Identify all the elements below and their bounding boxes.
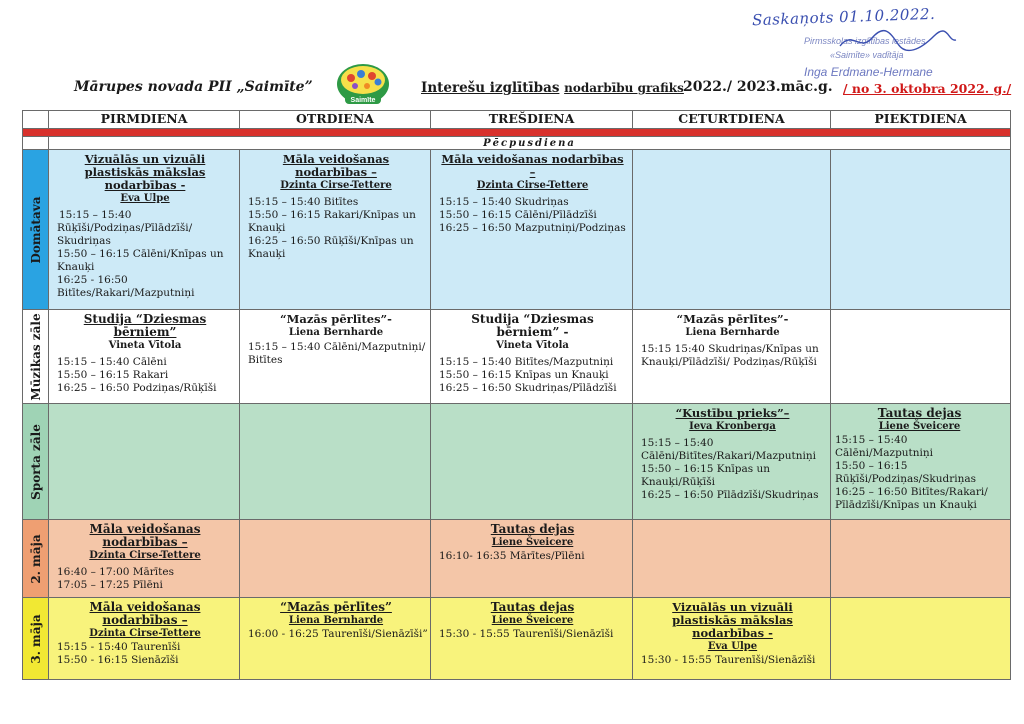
session-list	[439, 196, 626, 235]
room-2-maja	[23, 520, 49, 598]
session-line: 16:25 – 16:50 Rūķīši/Knīpas un	[248, 235, 414, 247]
session-line: 15:15 – 15:40 Cālēni	[57, 356, 167, 368]
activity-name: Māla veidošanas nodarbības –	[282, 152, 390, 179]
session-line: 15:15 – 15:40	[835, 434, 908, 446]
teacher-name: Eva Ulpe	[120, 193, 170, 204]
teacher-name: Liena Bernharde	[288, 327, 384, 338]
cell-sporta-fri	[831, 404, 1011, 520]
activity-name: Māla veidošanas nodarbības –	[441, 152, 624, 179]
cell-muzikas-wed	[431, 310, 633, 404]
session-line: 15:50 – 16:15 Cālēni/Pīlādzīši	[439, 209, 597, 221]
session-line: 15:15 – 15:40	[641, 437, 714, 449]
cell-maja2-thu	[633, 520, 831, 598]
title-main: Interešu izglītības	[421, 80, 560, 96]
room-label: Domātava	[28, 196, 43, 263]
room-domatava	[23, 150, 49, 310]
approver-name: Inga Erdmane-Hermane	[804, 65, 933, 79]
session-line: 16:25 – 16:50 Podziņas/Rūķīši	[57, 382, 217, 394]
activity-name: Vizuālās un vizuāli plastiskās mākslas nodarbības -	[84, 152, 206, 192]
cell-muzikas-thu	[633, 310, 831, 404]
session-line: 15:50 – 16:15 Knīpas un Knauķi	[439, 369, 609, 381]
cell-domatava-tue	[240, 150, 431, 310]
session-line: Knauķi	[248, 222, 286, 234]
session-list	[57, 356, 233, 395]
session-line: Bitītes	[248, 354, 283, 366]
session-list	[248, 196, 424, 261]
afternoon-row	[23, 137, 1011, 150]
teacher-name: Dzinta Cirse-Tettere	[89, 628, 201, 639]
session-line: Rūķīši/Podziņas/Pīlādzīši/	[57, 222, 193, 234]
session-line: Knauķi	[248, 248, 286, 260]
session-line: 16:25 – 16:50 Bitītes/Rakari/	[835, 486, 988, 498]
row-3-maja	[23, 598, 1011, 680]
session-line: 15:50 – 16:15	[835, 460, 908, 472]
day-thursday: CETURTDIENA	[633, 111, 831, 129]
session-line: Knauķi	[57, 261, 95, 273]
cell-maja3-fri	[831, 598, 1011, 680]
teacher-name: Vineta Vītola	[108, 340, 182, 351]
activity-name: Tautas dejas	[490, 522, 575, 536]
cell-muzikas-tue	[240, 310, 431, 404]
session-line: Skudriņas	[57, 235, 111, 247]
activity-name: Vizuālās un vizuāli plastiskās mākslas nodarbības -	[672, 600, 793, 640]
activity-name: “Kustību prieks”–	[675, 406, 790, 420]
session-list	[57, 566, 233, 592]
session-line: 15:50 – 16:15 Knīpas un	[641, 463, 770, 475]
session-line: 16:25 – 16:50 Skudriņas/Pīlādzīši	[439, 382, 617, 394]
cell-domatava-mon	[49, 150, 240, 310]
session-line: 16:10- 16:35 Mārītes/Pīlēni	[439, 550, 585, 562]
activity-name: “Mazās pērlītes”-	[280, 312, 392, 326]
activity-name: “Mazās pērlītes”	[280, 600, 392, 614]
session-line: 16:25 - 16:50	[57, 274, 128, 286]
session-list	[439, 628, 626, 641]
session-line: 15:15 – 15:40 Bitītes	[248, 196, 359, 208]
session-list	[248, 341, 424, 367]
session-line: 16:25 – 16:50 Pīlādzīši/Skudriņas	[641, 489, 819, 501]
cell-maja2-tue	[240, 520, 431, 598]
activity-name: Studija “Dziesmas bērniem” -	[471, 312, 594, 339]
session-list	[57, 209, 233, 300]
session-line: 15:30 - 15:55 Taurenīši/Sienāzīši	[641, 654, 816, 666]
session-line: 15:50 - 16:15 Sienāzīši	[57, 654, 179, 666]
cell-sporta-wed	[431, 404, 633, 520]
signature-scribble-icon	[838, 28, 958, 54]
cell-sporta-tue	[240, 404, 431, 520]
cell-maja3-mon	[49, 598, 240, 680]
school-name: Mārupes novada PII „Saimīte”	[74, 79, 313, 95]
session-line: 15:30 - 15:55 Taurenīši/Sienāzīši	[439, 628, 614, 640]
session-list	[835, 434, 1004, 512]
day-tuesday: OTRDIENA	[240, 111, 431, 129]
teacher-name: Dzinta Cirse-Tettere	[89, 550, 201, 561]
session-line: 16:40 – 17:00 Mārītes	[57, 566, 174, 578]
activity-name: Tautas dejas	[490, 600, 575, 614]
session-line: 16:25 – 16:50 Mazputniņi/Podziņas	[439, 222, 626, 234]
session-line: 15:15 – 15:40 Cālēni/Mazputniņi/	[248, 341, 426, 353]
approval-line-1: Pirmsskolas izglītības iestādes	[804, 36, 926, 46]
session-list	[641, 437, 824, 502]
schedule-table	[22, 110, 1011, 680]
cell-domatava-wed	[431, 150, 633, 310]
cell-domatava-thu	[633, 150, 831, 310]
activity-name: Tautas dejas	[877, 406, 962, 420]
session-line: 15:15 – 15:40 Bitītes/Mazputniņi	[439, 356, 614, 368]
row-muzikas-zale	[23, 310, 1011, 404]
session-line: 16:00 - 16:25 Taurenīši/Sienāzīši”	[248, 628, 428, 640]
room-label: 2. māja	[28, 533, 43, 584]
room-sporta-zale	[23, 404, 49, 520]
teacher-name: Liene Šveicere	[491, 615, 574, 626]
session-list	[641, 343, 824, 369]
cell-maja2-fri	[831, 520, 1011, 598]
day-header-row	[23, 111, 1011, 129]
row-sporta-zale	[23, 404, 1011, 520]
room-3-maja	[23, 598, 49, 680]
room-label: Sporta zāle	[28, 423, 43, 500]
session-line: 15:15 – 15:40	[59, 209, 132, 221]
session-line: Knauķi/Pīlādzīši/ Podziņas/Rūķīši	[641, 356, 817, 368]
handwritten-approval: Saskaņots 01.10.2022.	[751, 4, 936, 30]
logo-text: Saimīte	[350, 97, 376, 104]
room-muzikas-zale	[23, 310, 49, 404]
session-line: Cālēni/Bitītes/Rakari/Mazputniņi	[641, 450, 816, 462]
day-friday: PIEKTDIENA	[831, 111, 1011, 129]
cell-maja2-wed	[431, 520, 633, 598]
divider-bar	[23, 129, 1011, 137]
cell-muzikas-fri	[831, 310, 1011, 404]
room-label: Mūzikas zāle	[28, 312, 43, 401]
cell-maja3-tue	[240, 598, 431, 680]
approval-line-2: «Saimīte» vadītāja	[830, 50, 904, 60]
activity-name: Studija “Dziesmas bērniem”	[83, 312, 207, 339]
session-list	[248, 628, 428, 641]
school-year: 2022./ 2023.māc.g.	[683, 79, 833, 95]
afternoon-corner	[23, 137, 49, 150]
teacher-name: Vineta Vītola	[496, 340, 569, 351]
cell-maja2-mon	[49, 520, 240, 598]
teacher-name: Liene Šveicere	[491, 537, 574, 548]
session-line: 17:05 – 17:25 Pīlēni	[57, 579, 163, 591]
row-domatava	[23, 150, 1011, 310]
session-list	[439, 356, 626, 395]
session-line: 15:15 15:40 Skudriņas/Knīpas un	[641, 343, 819, 355]
day-wednesday: TREŠDIENA	[431, 111, 633, 129]
session-line: Knauķi/Rūķīši	[641, 476, 716, 488]
session-line: Rūķīši/Podziņas/Skudriņas	[835, 473, 977, 485]
activity-name: Māla veidošanas nodarbības –	[89, 600, 201, 627]
session-line: 15:50 – 16:15 Cālēni/Knīpas un	[57, 248, 224, 260]
day-monday: PIRMDIENA	[49, 111, 240, 129]
teacher-name: Dzinta Cirse-Tettere	[476, 180, 589, 191]
row-2-maja	[23, 520, 1011, 598]
red-divider	[23, 129, 1011, 137]
room-label: 3. māja	[28, 613, 43, 664]
approval-stamp	[751, 4, 1014, 80]
cell-muzikas-mon	[49, 310, 240, 404]
session-line: Pīlādzīši/Knīpas un Knauķi	[835, 499, 977, 511]
cell-domatava-fri	[831, 150, 1011, 310]
teacher-name: Eva Ulpe	[707, 641, 758, 652]
session-list	[641, 654, 824, 667]
teacher-name: Ieva Kronberga	[689, 421, 776, 432]
cell-sporta-mon	[49, 404, 240, 520]
saimite-logo-icon	[333, 62, 393, 108]
cell-sporta-thu	[633, 404, 831, 520]
session-list	[439, 550, 626, 563]
afternoon-label: Pēcpusdiena	[49, 137, 1011, 150]
effective-date: / no 3. oktobra 2022. g./	[843, 81, 1012, 96]
activity-name: Māla veidošanas nodarbības –	[89, 522, 201, 549]
title-sub: nodarbību grafiks	[564, 81, 684, 95]
session-line: 15:50 – 16:15 Rakari/Knīpas un	[248, 209, 416, 221]
teacher-name: Dzinta Cirse-Tettere	[280, 180, 392, 191]
corner-cell	[23, 111, 49, 129]
teacher-name: Liena Bernharde	[685, 327, 780, 338]
cell-maja3-wed	[431, 598, 633, 680]
session-line: Bitītes/Rakari/Mazputniņi	[57, 287, 195, 299]
session-line: 15:50 – 16:15 Rakari	[57, 369, 169, 381]
session-line: 15:15 – 15:40 Skudriņas	[439, 196, 569, 208]
schedule-title	[421, 80, 684, 96]
session-line: Cālēni/Mazputniņi	[835, 447, 934, 459]
cell-maja3-thu	[633, 598, 831, 680]
teacher-name: Liena Bernharde	[288, 615, 384, 626]
activity-name: “Mazās pērlītes”-	[676, 312, 789, 326]
teacher-name: Liene Šveicere	[878, 421, 961, 432]
session-list	[57, 641, 233, 667]
session-line: 15:15 - 15:40 Taurenīši	[57, 641, 181, 653]
